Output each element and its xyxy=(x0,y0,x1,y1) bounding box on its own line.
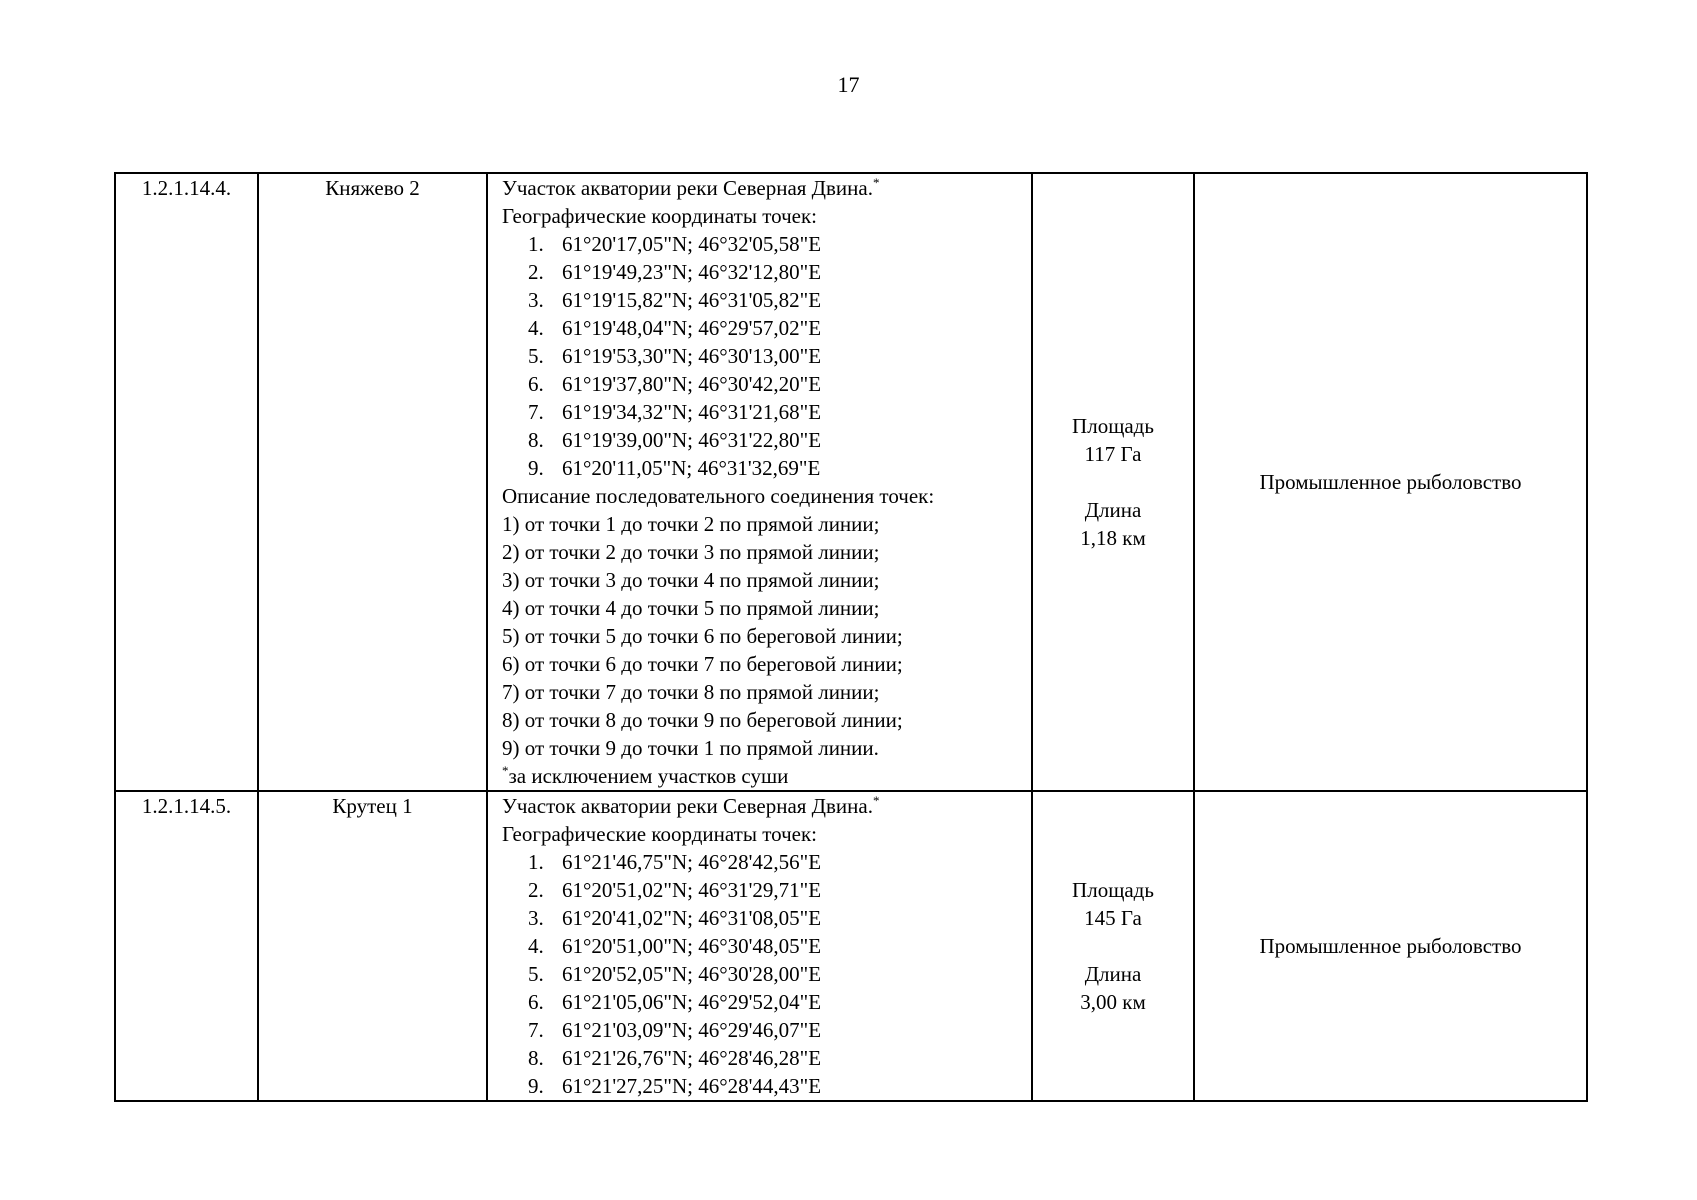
list-item: 5. 61°19'53,30"N; 46°30'13,00"E xyxy=(528,344,822,368)
site-use: Промышленное рыболовство xyxy=(1259,470,1522,494)
connection-line: 5) от точки 5 до точки 6 по береговой линии; xyxy=(502,624,903,648)
footnote-mark: * xyxy=(872,175,880,190)
coords-list xyxy=(502,848,1031,1100)
length-value: 1,18 км xyxy=(1080,526,1146,550)
connections-heading: Описание последовательного соединения точек: xyxy=(502,484,935,508)
site-size-cell xyxy=(1032,791,1194,1101)
list-item: 5. 61°20'52,05"N; 46°30'28,00"E xyxy=(528,962,822,986)
site-size-cell xyxy=(1032,173,1194,791)
table-row xyxy=(115,791,1587,1101)
list-item: 3. 61°20'41,02"N; 46°31'08,05"E xyxy=(528,906,822,930)
footnote: *за исключением участков суши xyxy=(502,763,789,788)
fishing-sites-table xyxy=(114,172,1588,1102)
connection-line: 6) от точки 6 до точки 7 по береговой линии; xyxy=(502,652,903,676)
area-label: Площадь xyxy=(1072,414,1154,438)
list-item: 8. 61°21'26,76"N; 46°28'46,28"E xyxy=(528,1046,822,1070)
site-name-cell xyxy=(258,791,487,1101)
site-use-cell xyxy=(1194,791,1587,1101)
list-item: 6. 61°21'05,06"N; 46°29'52,04"E xyxy=(528,990,822,1014)
site-id-cell xyxy=(115,791,258,1101)
list-item: 3. 61°19'15,82"N; 46°31'05,82"E xyxy=(528,288,822,312)
footnote-mark: * xyxy=(502,763,509,778)
site-name: Княжево 2 xyxy=(325,176,420,200)
connection-line: 2) от точки 2 до точки 3 по прямой линии; xyxy=(502,540,880,564)
page-number: 17 xyxy=(837,72,860,97)
length-label: Длина xyxy=(1084,498,1142,522)
coords-heading: Географические координаты точек: xyxy=(502,204,817,228)
site-id: 1.2.1.14.4. xyxy=(141,176,232,200)
table-row xyxy=(115,173,1587,791)
length-value: 3,00 км xyxy=(1080,990,1146,1014)
connection-line: 4) от точки 4 до точки 5 по прямой линии; xyxy=(502,596,880,620)
site-use-cell xyxy=(1194,173,1587,791)
site-intro: Участок акватории реки Северная Двина.* xyxy=(502,175,880,200)
connection-line: 7) от точки 7 до точки 8 по прямой линии; xyxy=(502,680,880,704)
connection-line: 1) от точки 1 до точки 2 по прямой линии; xyxy=(502,512,880,536)
coords-list xyxy=(502,230,1031,482)
connection-line: 9) от точки 9 до точки 1 по прямой линии. xyxy=(502,736,879,760)
connection-line: 3) от точки 3 до точки 4 по прямой линии; xyxy=(502,568,880,592)
site-description-cell xyxy=(487,791,1032,1101)
list-item: 8. 61°19'39,00"N; 46°31'22,80"E xyxy=(528,428,822,452)
list-item: 1. 61°21'46,75"N; 46°28'42,56"E xyxy=(528,850,822,874)
list-item: 7. 61°21'03,09"N; 46°29'46,07"E xyxy=(528,1018,822,1042)
list-item: 2. 61°20'51,02"N; 46°31'29,71"E xyxy=(528,878,822,902)
coords-heading: Географические координаты точек: xyxy=(502,822,817,846)
list-item: 4. 61°19'48,04"N; 46°29'57,02"E xyxy=(528,316,822,340)
list-item: 2. 61°19'49,23"N; 46°32'12,80"E xyxy=(528,260,822,284)
site-name: Крутец 1 xyxy=(332,794,413,818)
footnote-mark: * xyxy=(872,793,880,808)
site-description-cell xyxy=(487,173,1032,791)
list-item: 9. 61°21'27,25"N; 46°28'44,43"E xyxy=(528,1074,822,1098)
list-item: 4. 61°20'51,00"N; 46°30'48,05"E xyxy=(528,934,822,958)
site-use: Промышленное рыболовство xyxy=(1259,934,1522,958)
list-item: 1. 61°20'17,05"N; 46°32'05,58"E xyxy=(528,232,822,256)
site-id-cell xyxy=(115,173,258,791)
length-label: Длина xyxy=(1084,962,1142,986)
area-value: 145 Га xyxy=(1084,906,1142,930)
connection-line: 8) от точки 8 до точки 9 по береговой линии; xyxy=(502,708,903,732)
list-item: 7. 61°19'34,32"N; 46°31'21,68"E xyxy=(528,400,822,424)
area-value: 117 Га xyxy=(1084,442,1142,466)
site-name-cell xyxy=(258,173,487,791)
site-intro: Участок акватории реки Северная Двина.* xyxy=(502,793,880,818)
site-id: 1.2.1.14.5. xyxy=(141,794,232,818)
list-item: 9. 61°20'11,05"N; 46°31'32,69"E xyxy=(528,456,821,480)
area-label: Площадь xyxy=(1072,878,1154,902)
list-item: 6. 61°19'37,80"N; 46°30'42,20"E xyxy=(528,372,822,396)
